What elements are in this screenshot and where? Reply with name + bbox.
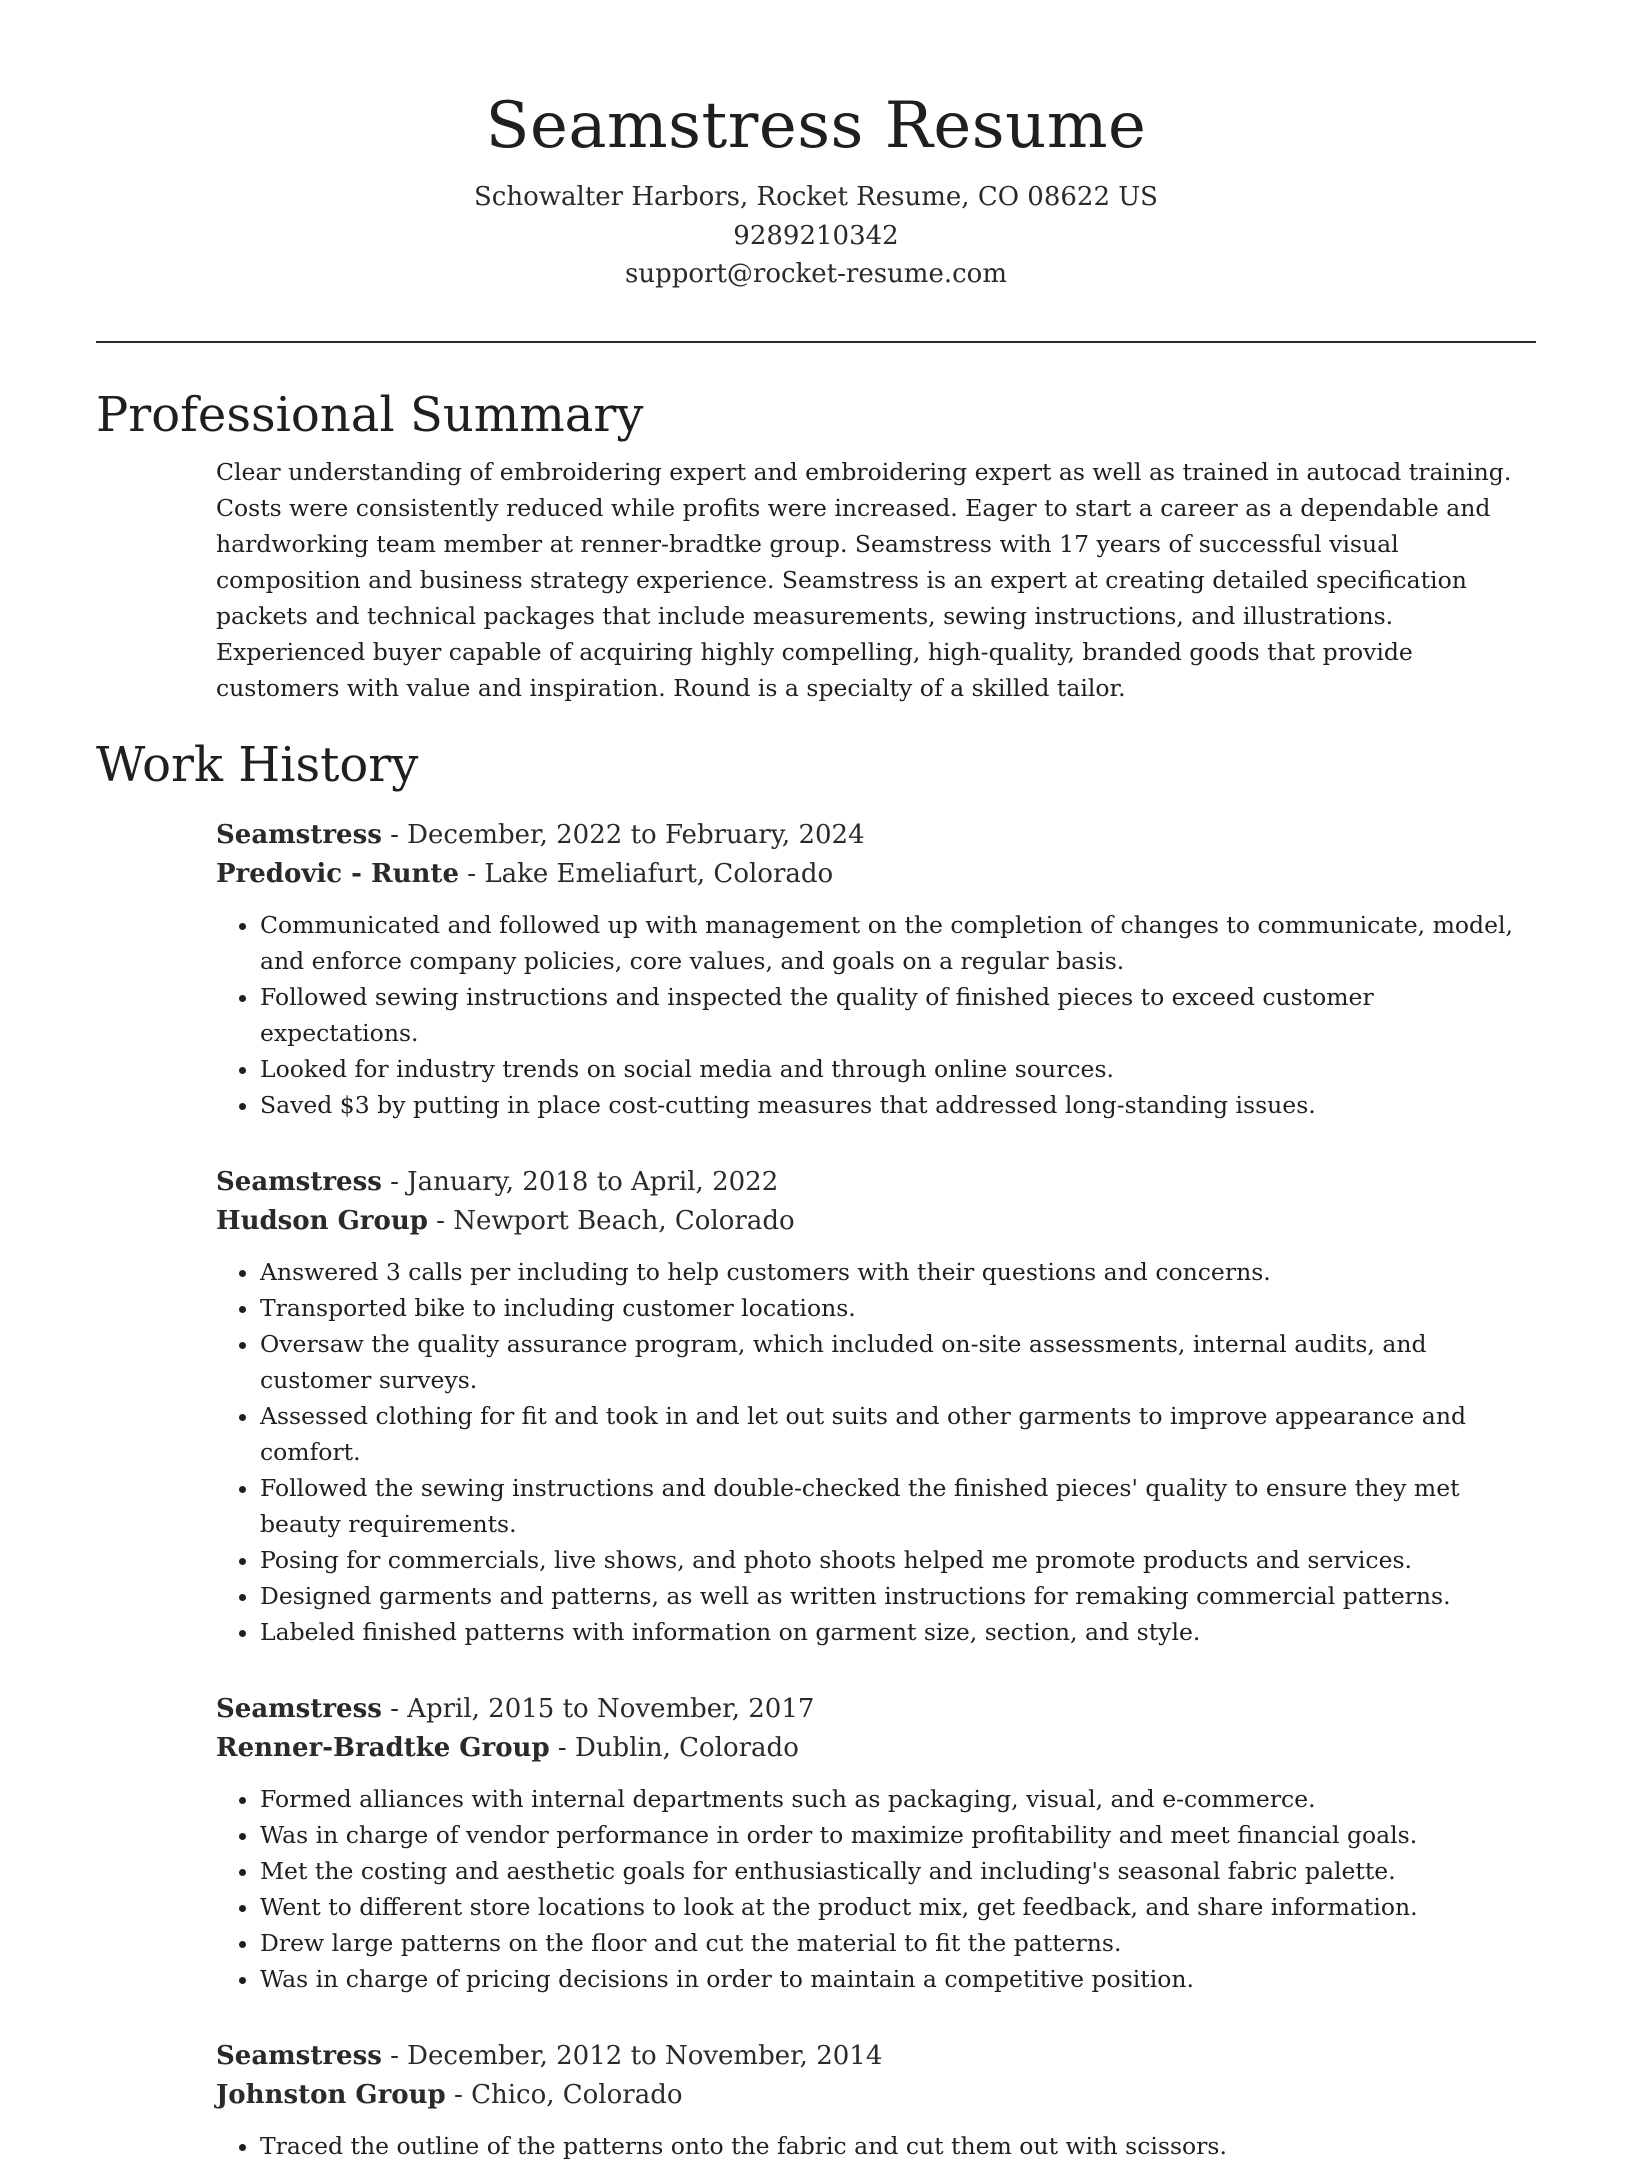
separator: - <box>381 1167 408 1197</box>
job-bullets <box>216 2128 1536 2164</box>
job-location: Lake Emeliafurt, Colorado <box>484 858 834 889</box>
job-role: Seamstress <box>216 2041 382 2071</box>
separator: - <box>549 1732 575 1763</box>
job-bullets <box>216 1254 1536 1650</box>
bullet-item: • Went to different store locations to look at the product mix, get feedback, and share information. <box>260 1889 1536 1925</box>
bullet-item: • Posing for commercials, live shows, and photo shoots helped me promote products and services. <box>260 1542 1536 1578</box>
work-history-heading: Work History <box>96 737 419 793</box>
resume-title: Seamstress Resume <box>485 89 1147 163</box>
separator: - <box>445 2079 472 2110</box>
job-company-line <box>216 2076 1536 2115</box>
job-role: Seamstress <box>216 820 382 850</box>
bullet-item: • Saved $3 by putting in place cost-cutting measures that addressed long-standing issues. <box>260 1087 1536 1123</box>
job-company: Renner-Bradtke Group <box>216 1732 550 1763</box>
summary-section <box>96 380 1536 706</box>
bullet-item: • Labeled finished patterns with information on garment size, section, and style. <box>260 1614 1536 1650</box>
job-title-line <box>216 816 1536 855</box>
bullet-item: • Was in charge of vendor performance in order to maximize profitability and meet financial goals. <box>260 1817 1536 1853</box>
job-dates: April, 2015 to November, 2017 <box>407 1694 815 1724</box>
job-bullets <box>216 1781 1536 1997</box>
separator: - <box>381 2041 408 2071</box>
header-divider <box>96 341 1536 343</box>
bullet-item: • Transported bike to including customer locations. <box>260 1290 1536 1326</box>
job-role: Seamstress <box>216 1167 382 1197</box>
summary-body <box>216 454 1536 706</box>
job-bullets <box>216 907 1536 1123</box>
job-company: Hudson Group <box>216 1205 428 1236</box>
bullet-item: • Met the costing and aesthetic goals for enthusiastically and including's seasonal fabric palette. <box>260 1853 1536 1889</box>
bullet-item: • Formed alliances with internal departments such as packaging, visual, and e-commerce. <box>260 1781 1536 1817</box>
contact-block <box>0 178 1632 294</box>
bullet-item: • Drew large patterns on the floor and cut the material to fit the patterns. <box>260 1925 1536 1961</box>
contact-address: Schowalter Harbors, Rocket Resume, CO 08622 US <box>473 182 1158 212</box>
jobs-list <box>216 816 1536 2164</box>
job-entry <box>216 1163 1536 1650</box>
bullet-item: • Was in charge of pricing decisions in order to maintain a competitive position. <box>260 1961 1536 1997</box>
job-dates: December, 2012 to November, 2014 <box>407 2041 883 2071</box>
resume-content <box>96 380 1536 2164</box>
bullet-item: • Looked for industry trends on social media and through online sources. <box>260 1051 1536 1087</box>
job-dates: January, 2018 to April, 2022 <box>407 1167 779 1197</box>
job-entry <box>216 2037 1536 2164</box>
job-dates: December, 2022 to February, 2024 <box>407 820 865 850</box>
work-history-section <box>96 730 1536 2164</box>
job-title-line <box>216 2037 1536 2076</box>
separator: - <box>459 858 485 889</box>
contact-email: support@rocket-resume.com <box>624 259 1007 289</box>
separator: - <box>381 1694 408 1724</box>
bullet-item: • Traced the outline of the patterns onto the fabric and cut them out with scissors. <box>260 2128 1536 2164</box>
job-location: Dublin, Colorado <box>574 1732 799 1763</box>
job-entry <box>216 1690 1536 1997</box>
contact-phone: 9289210342 <box>733 220 899 251</box>
separator: - <box>427 1205 454 1236</box>
bullet-item: • Assessed clothing for fit and took in and let out suits and other garments to improve appearance and comfort. <box>260 1398 1536 1470</box>
job-company-line <box>216 855 1536 894</box>
summary-heading: Professional Summary <box>96 387 644 443</box>
resume-header <box>0 84 1632 294</box>
job-company-line <box>216 1729 1536 1768</box>
bullet-item: • Answered 3 calls per including to help customers with their questions and concerns. <box>260 1254 1536 1290</box>
bullet-item: • Designed garments and patterns, as well as written instructions for remaking commercial patterns. <box>260 1578 1536 1614</box>
job-company: Johnston Group <box>216 2079 446 2110</box>
bullet-item: • Followed the sewing instructions and double-checked the finished pieces' quality to ensure they met beauty requirements. <box>260 1470 1536 1542</box>
bullet-item: • Communicated and followed up with management on the completion of changes to communicate, model, and enforce company policies, core values, and goals on a regular basis. <box>260 907 1536 979</box>
bullet-item: • Followed sewing instructions and inspected the quality of finished pieces to exceed customer expectations. <box>260 979 1536 1051</box>
job-location: Newport Beach, Colorado <box>453 1205 795 1236</box>
separator: - <box>381 820 408 850</box>
summary-text: Clear understanding of embroidering expert and embroidering expert as well as trained in autocad training. Costs were consistently reduced while profits were increased. Eager to start a career as a dependable and hardworking team member at renner-bradtke group. Seamstress with 17 years of successful visual composition and business strategy experience. Seamstress is an expert at creating detailed specification packets and technical packages that include measurements, sewing instructions, and illustrations. Experienced buyer capable of acquiring highly compelling, high-quality, branded goods that provide customers with value and inspiration. Round is a specialty of a skilled tailor. <box>216 458 1512 702</box>
job-title-line <box>216 1690 1536 1729</box>
job-location: Chico, Colorado <box>471 2079 683 2110</box>
bullet-item: • Oversaw the quality assurance program, which included on-site assessments, internal audits, and customer surveys. <box>260 1326 1536 1398</box>
job-entry <box>216 816 1536 1123</box>
job-company: Predovic - Runte <box>216 858 459 889</box>
job-title-line <box>216 1163 1536 1202</box>
job-company-line <box>216 1202 1536 1241</box>
job-role: Seamstress <box>216 1694 382 1724</box>
